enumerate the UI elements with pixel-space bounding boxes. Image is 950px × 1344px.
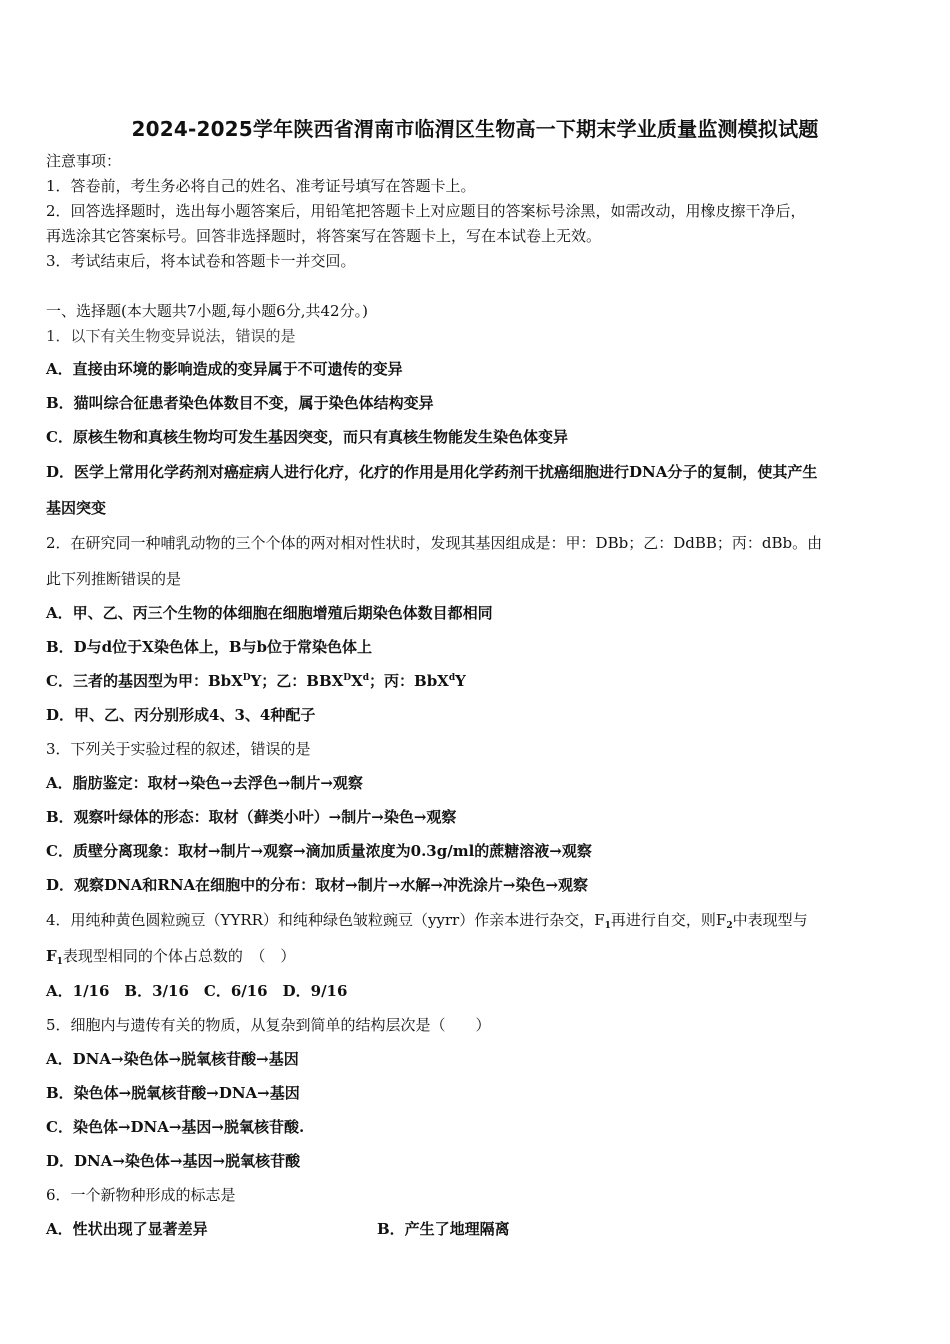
- notice-item: 1．答卷前，考生务必将自己的姓名、准考证号填写在答题卡上。: [46, 177, 476, 195]
- section-heading: 一、选择题(本大题共7小题,每小题6分,共42分。): [46, 302, 368, 320]
- question-3-stem: 3．下列关于实验过程的叙述，错误的是: [46, 740, 311, 758]
- question-4-stem: 4．用纯种黄色圆粒豌豆（YYRR）和纯种绿色皱粒豌豆（yyrr）作亲本进行杂交，$F_1$再进行自交，则$F_2$中表现型与: [46, 911, 808, 931]
- question-1-option-c: C．原核生物和真核生物均可发生基因突变，而只有真核生物能发生染色体变异: [46, 428, 568, 446]
- question-5-stem: 5．细胞内与遗传有关的物质，从复杂到简单的结构层次是（ ）: [46, 1016, 491, 1034]
- question-3-option-b: B．观察叶绿体的形态：取材（藓类小叶）→制片→染色→观察: [46, 808, 457, 826]
- notice-item: 再选涂其它答案标号。回答非选择题时，将答案写在答题卡上，写在本试卷上无效。: [46, 227, 602, 245]
- question-6-option-b: B．产生了地理隔离: [377, 1220, 510, 1238]
- question-6-stem: 6．一个新物种形成的标志是: [46, 1186, 236, 1204]
- question-5-option-d: D．DNA→染色体→基因→脱氧核苷酸: [46, 1152, 301, 1170]
- question-1-option-d-cont: 基因突变: [46, 499, 107, 517]
- question-1-option-b: B．猫叫综合征患者染色体数目不变，属于染色体结构变异: [46, 394, 434, 412]
- question-3-option-d: D．观察DNA和RNA在细胞中的分布：取材→制片→水解→冲洗涂片→染色→观察: [46, 876, 589, 894]
- question-1-option-d: D．医学上常用化学药剂对癌症病人进行化疗，化疗的作用是用化学药剂干扰癌细胞进行DNA分子的复制，使其产生: [46, 463, 818, 481]
- question-3-option-c: C．质壁分离现象：取材→制片→观察→滴加质量浓度为0.3g/ml的蔗糖溶液→观察: [46, 842, 592, 860]
- question-2-option-c: C．三者的基因型为甲：BbX$^D$Y；乙：$BBX^DX^d$；丙：BbX$^d$Y: [46, 672, 466, 690]
- question-2-stem: 2．在研究同一种哺乳动物的三个个体的两对相对性状时，发现其基因组成是：甲：DBb；乙：DdBB；丙：dBb。由: [46, 534, 823, 552]
- page-title: 2024-2025学年陕西省渭南市临渭区生物高一下期末学业质量监测模拟试题: [131, 117, 819, 141]
- question-5-option-a: A．DNA→染色体→脱氧核苷酸→基因: [46, 1050, 299, 1068]
- question-4-options: A．1/16 B．3/16 C．6/16 D．9/16: [46, 982, 348, 1000]
- question-2-option-a: A．甲、乙、丙三个生物的体细胞在细胞增殖后期染色体数目都相同: [46, 604, 493, 622]
- notice-heading: 注意事项：: [46, 152, 122, 170]
- question-2-option-b: B．D与d位于X染色体上，B与b位于常染色体上: [46, 638, 372, 656]
- question-5-option-b: B．染色体→脱氧核苷酸→DNA→基因: [46, 1084, 300, 1102]
- question-4-stem-cont: $F_1$表现型相同的个体占总数的 （ ）: [46, 947, 296, 967]
- question-2-option-d: D．甲、乙、丙分别形成4、3、4种配子: [46, 706, 316, 724]
- question-2-stem-cont: 此下列推断错误的是: [46, 570, 182, 588]
- question-6-option-a: A．性状出现了显著差异: [46, 1220, 208, 1238]
- notice-item: 2．回答选择题时，选出每小题答案后，用铅笔把答题卡上对应题目的答案标号涂黑，如需改动，用橡皮擦干净后，: [46, 202, 806, 220]
- question-3-option-a: A．脂肪鉴定：取材→染色→去浮色→制片→观察: [46, 774, 363, 792]
- question-1-stem: 1．以下有关生物变异说法，错误的是: [46, 327, 296, 345]
- notice-item: 3．考试结束后，将本试卷和答题卡一并交回。: [46, 252, 356, 270]
- question-1-option-a: A．直接由环境的影响造成的变异属于不可遗传的变异: [46, 360, 403, 378]
- question-5-option-c: C．染色体→DNA→基因→脱氧核苷酸.: [46, 1118, 305, 1136]
